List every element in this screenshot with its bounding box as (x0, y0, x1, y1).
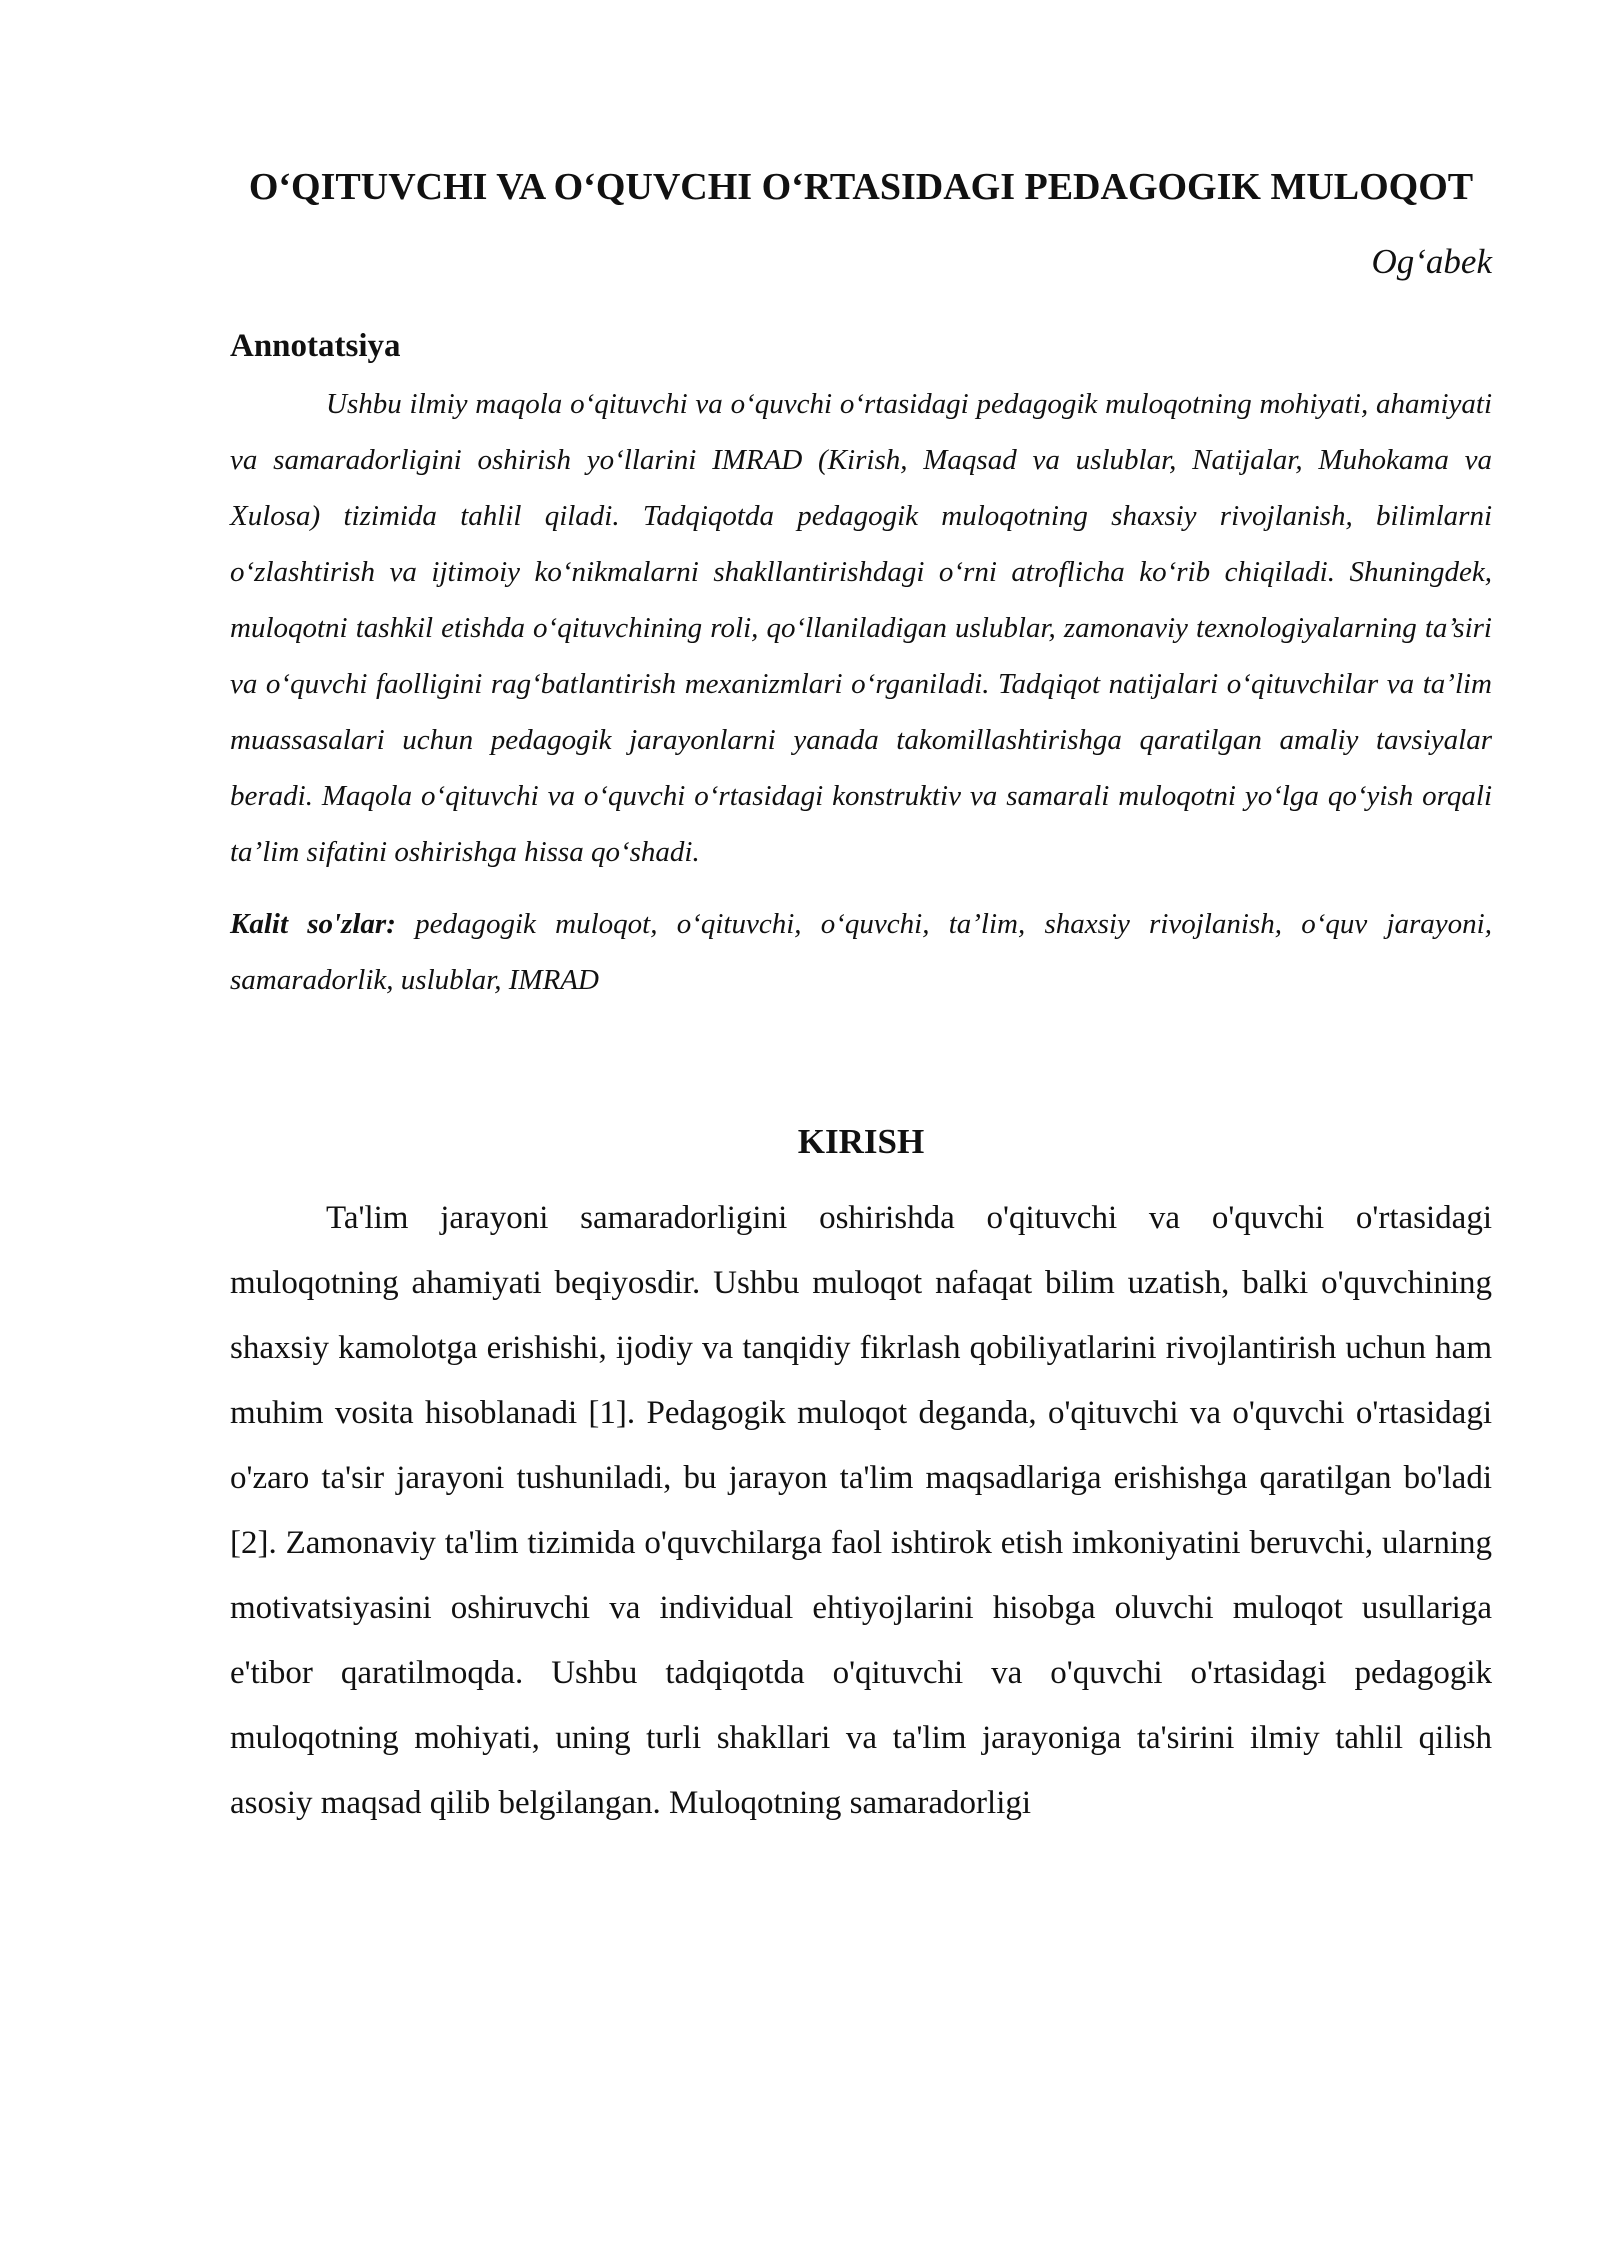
keywords-label: Kalit so'zlar: (230, 908, 396, 940)
abstract-paragraph: Ushbu ilmiy maqola o‘qituvchi va o‘quvchi o‘rtasidagi pedagogik muloqotning mohiyati, ahamiyati va samaradorligini oshirish yo‘llarini IMRAD (Kirish, Maqsad va uslublar, Natijalar, Muhokama va Xulosa) tizimida tahlil qiladi. Tadqiqotda pedagogik muloqotning shaxsiy rivojlanish, bilimlarni o‘zlashtirish va ijtimoiy ko‘nikmalarni shakllantirishdagi o‘rni atroflicha ko‘rib chiqiladi. Shuningdek, muloqotni tashkil etishda o‘qituvchining roli, qo‘llaniladigan uslublar, zamonaviy texnologiyalarning ta’siri va o‘quvchi faolligini rag‘batlantirish mexanizmlari o‘rganiladi. Tadqiqot natijalari o‘qituvchilar va ta’lim muassasalari uchun pedagogik jarayonlarni yanada takomillashtirishga qaratilgan amaliy tavsiyalar beradi. Maqola o‘qituvchi va o‘quvchi o‘rtasidagi konstruktiv va samarali muloqotni yo‘lga qo‘yish orqali ta’lim sifatini oshirishga hissa qo‘shadi. (230, 388, 1492, 868)
keywords-paragraph (230, 896, 1492, 1008)
keywords-list: pedagogik muloqot, o‘qituvchi, o‘quvchi, ta’lim, shaxsiy rivojlanish, o‘quv jarayoni, samaradorlik, uslublar, IMRAD (230, 908, 1492, 996)
document-content (230, 150, 1492, 1836)
author-name: Og‘abek (1371, 242, 1492, 281)
abstract-heading: Annotatsiya (230, 328, 401, 364)
introduction-heading: KIRISH (797, 1122, 925, 1161)
paper-title: O‘QITUVCHI VA O‘QUVCHI O‘RTASIDAGI PEDAGOGIK MULOQOT (248, 166, 1474, 208)
introduction-paragraph: Ta'lim jarayoni samaradorligini oshirishda o'qituvchi va o'quvchi o'rtasidagi muloqotning ahamiyati beqiyosdir. Ushbu muloqot nafaqat bilim uzatish, balki o'quvchining shaxsiy kamolotga erishishi, ijodiy va tanqidiy fikrlash qobiliyatlarini rivojlantirish uchun ham muhim vosita hisoblanadi [1]. Pedagogik muloqot deganda, o'qituvchi va o'quvchi o'rtasidagi o'zaro ta'sir jarayoni tushuniladi, bu jarayon ta'lim maqsadlariga erishishga qaratilgan bo'ladi [2]. Zamonaviy ta'lim tizimida o'quvchilarga faol ishtirok etish imkoniyatini beruvchi, ularning motivatsiyasini oshiruvchi va individual ehtiyojlarini hisobga oluvchi muloqot usullariga e'tibor qaratilmoqda. Ushbu tadqiqotda o'qituvchi va o'quvchi o'rtasidagi pedagogik muloqotning mohiyati, uning turli shakllari va ta'lim jarayoniga ta'sirini ilmiy tahlil qilish asosiy maqsad qilib belgilangan. Muloqotning samaradorligi (230, 1200, 1492, 1821)
